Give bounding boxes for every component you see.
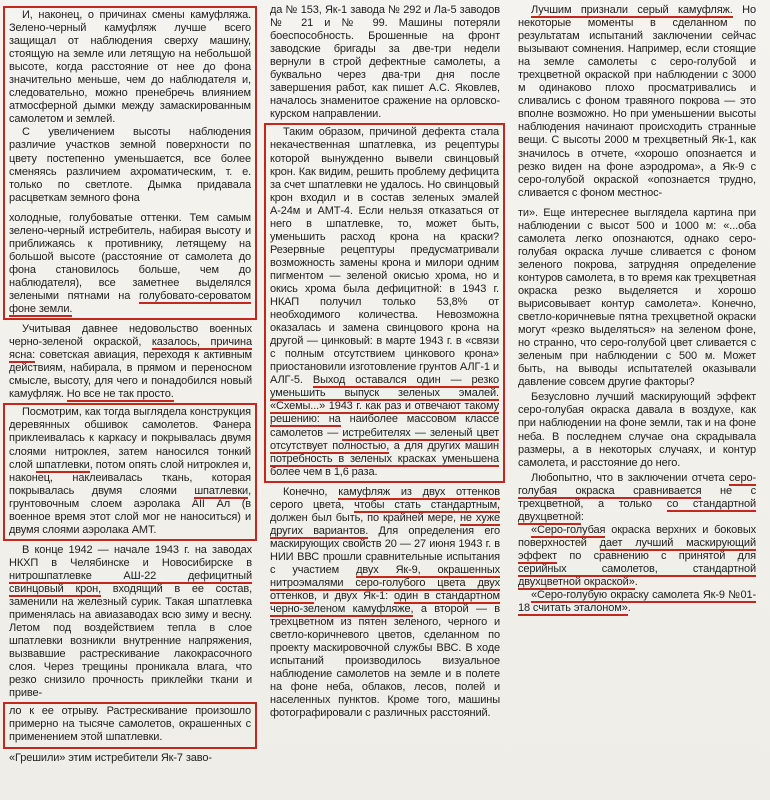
- paragraph: [518, 391, 756, 469]
- paragraph: [9, 9, 251, 126]
- red-underline-annotation: камуфляж из двух оттенков: [338, 485, 500, 498]
- red-underline-annotation: нитрошпатлевке АШ-22 дефицитный свинцовый крон,: [9, 569, 252, 595]
- text-block: [9, 544, 252, 701]
- red-annotation-box: [3, 403, 257, 540]
- red-underline-annotation: истребителях — зеленый цвет отсутствует полностью,: [270, 426, 499, 452]
- text-run: более чем в 1,6 раза.: [270, 465, 378, 478]
- text-run: , грунтовочным слоем аэролака АII Ал (в военное время этот слой мог не наноситься) и двумя слоями аэролака АМТ.: [9, 484, 251, 536]
- text-run: по сравнению с принятой для: [557, 549, 756, 562]
- red-underline-annotation: со стандартной двухцветной: [518, 497, 756, 523]
- text-column-middle: [270, 4, 500, 765]
- red-underline-annotation: один в стандартном черно-зеленом камуфляже,: [270, 590, 500, 616]
- paragraph: [9, 752, 252, 765]
- text-run: ло к ее отрыву. Растрескивание произошло примерно на тысяче самолетов, окрашенных с применением этой шпатлевки.: [9, 705, 251, 744]
- red-underline-annotation: «Серо-голубую окраску самолета Як-9 №01-18 считать эталоном»: [518, 589, 756, 615]
- text-run: входящий в ее состав, заменили на железный сурик. Такая шпатлевка применялась на авиазаводах всю зиму и весну. Летом под воздействием тепла в слое шпатлевки возникли внутренние напряжения, вызвавшие растрескивание лакокрасочного слоя. Через трещины проникала влага, что резко снизило прочность приклейки ткани и приве-: [9, 582, 253, 700]
- text-block: [518, 472, 756, 616]
- red-underline-annotation: серийных самолетов, стандартной двухцветной окраской»: [518, 562, 756, 589]
- text-run: Конечно,: [283, 485, 339, 498]
- paragraph: [518, 524, 756, 589]
- text-block: [518, 391, 756, 469]
- text-block: [518, 4, 756, 389]
- text-run: Посмотрим, как тогда выглядела конструкция деревянных обшивок самолетов. Фанера приклеивалась к каркасу и покрывалась двумя слоями нитроклея, затем наносился тонкий слой: [9, 406, 251, 471]
- paragraph: [9, 323, 252, 401]
- paragraph: [518, 207, 756, 390]
- text-column-left: [9, 4, 252, 765]
- paragraph: [9, 126, 251, 204]
- text-run: советская авиация, переходя к активным действиям, набирала, в прямом и переносном смысле, высоту, для чего и понадобился новый камуфляж.: [9, 349, 252, 401]
- red-underline-annotation: серо-голубая окраска сравнивается: [518, 471, 756, 497]
- red-underline-annotation: шпатлевки: [35, 458, 90, 471]
- text-run: Для определения его маскирующих свойств 20 — 27 июня 1943 г. в НИИ ВВС прошли сравнительные испытания с участием: [270, 524, 500, 576]
- red-annotation-box: [3, 6, 257, 320]
- red-underline-annotation: голубовато-сероватом фоне земли.: [9, 289, 251, 316]
- text-run: Таким образом, причиной дефекта стала некачественная шпатлевка, из рецептуры которой вынужденно вывели свинцовый крон. Как видим, решить проблему дефицита за счет шпатлевки не удалось. Но свинцовый крон входил и в состав зеленых эмалей А-24м и АМТ-4. Если нельзя отказаться от него в шпатлевке, то, может быть, уменьшить расход крона на краски? Резервные рецептуры предусматривали возможность замены крона и милори одним пигментом — зеленой окисью хрома, но и окись хрома была дефицитной: в 1943 г. НКАП получил только 53,8% от необходимого количества. Невозможна оказалась и замена свинцового крона на другой — цинковый: в марте 1943 г. в «связи с полным отсутствием цинкового крона» приостановили изготовление грунтов АЛГ-1 и АЛГ-5.: [270, 126, 499, 387]
- red-underline-annotation: Выход оставался один — резко уменьшить выпуск зеленых эмалей. «Схемы...» 1943 г. как раз и отвечают такому решению: на: [270, 374, 500, 426]
- red-underline-annotation: Лучшим признали серый камуфляж.: [531, 4, 733, 16]
- paragraph: [518, 4, 756, 200]
- red-underline-annotation: Но все не так просто.: [66, 388, 174, 401]
- red-underline-annotation: шпатлевки: [194, 484, 249, 497]
- paragraph: [270, 486, 500, 721]
- text-run: должен был быть, по крайней мере,: [270, 511, 460, 524]
- red-underline-annotation: чтобы стать стандартным,: [354, 498, 500, 511]
- text-run: Безусловно лучший маскирующий эффект серо-голубая окраска давала в воздухе, как при наблюдении на фоне земли, так и на фоне неба. В последнем случае она скрадывала размеры, а в некоторых случаях, и контур самолета, и расстояние до него.: [518, 391, 756, 469]
- text-run: да № 153, Як-1 завода № 292 и Ла-5 заводов № 21 и № 99. Машины потеряли боеспособность. Брошенные на фронт заводские бригады за две-три недели вернули в строй дефектные самолеты, а буквально через два-три дня после завершения работ, как пишет А.С. Яковлев, началось знаменитое сражение на орловско-курском направлении.: [270, 4, 500, 121]
- text-run: окраска верхних и боковых поверхностей: [518, 523, 756, 549]
- paragraph: [9, 544, 252, 701]
- paragraph: [518, 472, 756, 524]
- text-run: , потом опять слой нитроклея и, наконец, наклеивалась ткань, которая покрывалась двумя слоями: [9, 458, 251, 497]
- text-run: :: [580, 510, 584, 523]
- red-annotation-box: [264, 123, 505, 482]
- text-block: [9, 752, 252, 765]
- red-underline-annotation: не хуже других вариантов.: [270, 511, 500, 537]
- text-run: Любопытно, что в заключении отчета: [531, 471, 730, 484]
- text-run: ти». Еще интереснее выглядела картина при наблюдении с высот 500 и 1000 м: «...оба самолета легко опознаются, однако серо-голубая окраска лучше сливается с фоном зеленого покрова, затрудняя определение контуров самолета, в то время как трехцветная окраска резко выделяется и хорошо вырисовывает контур самолета». Конечно, светло-коричневые пятна трехцветной окраски могут «резко выделяться» на зеленом фоне, но странно, что серо-голубой цвет сливается с зеленым при наблюдении с 500 м. Может быть, на выводы испытателей оказывали давление совсем другие факторы?: [518, 206, 756, 389]
- red-underline-annotation: потребность в зеленых красках уменьшена: [270, 452, 499, 465]
- red-underline-annotation: двух Як-9, окрашенных нитроэмалями серо-голубого цвета двух оттенков: [270, 563, 500, 603]
- text-run: , и двух Як-1:: [313, 590, 394, 603]
- red-underline-annotation: дает лучший маскирующий эффект: [518, 536, 756, 562]
- text-run: В конце 1942 — начале 1943 г. на заводах НКХП в Челябинске и Новосибирске в: [9, 543, 252, 569]
- text-run: холодные, голубоватые оттенки. Тем самым зелено-черный истребитель, набирая высоту и приближаясь к противнику, летящему на большой высоте (расстояние от самолета до фона становилось больше, чем до наблюдателя), все заметнее выделялся зелеными пятнами на: [9, 211, 251, 302]
- paragraph: [518, 589, 756, 615]
- paragraph: [9, 212, 251, 316]
- red-underline-annotation: казалось, причина ясна:: [9, 336, 252, 362]
- red-annotation-box: [3, 702, 257, 748]
- paragraph: [270, 4, 500, 121]
- text-run: .: [627, 602, 631, 615]
- text-run: С увеличением высоты наблюдения различие участков земной поверхности по цвету постепенно уменьшается, все более сменяясь различием ахроматическим, т. е. только по светлоте. Дымка придавала расцветкам земного фона: [9, 126, 251, 204]
- paragraph: [9, 705, 251, 744]
- text-block: [9, 323, 252, 401]
- text-run: .: [634, 576, 638, 589]
- text-run: а второй — в трехцветном из пятен зеленого, черного и светло-коричневого цветов, сделанном по проекту маскировочной службы ВВС. В ходе испытаний производилось визуальное наблюдение самолетов на земле и в полете на фоне неба, облаков, лесов, полей и населенных пунктов. Кроме того, машины фотографировали с различных расстояний.: [270, 603, 500, 720]
- paragraph: [9, 406, 251, 536]
- text-column-right: [518, 4, 756, 765]
- text-block: [270, 4, 500, 121]
- text-run: серого цвета,: [270, 498, 355, 511]
- text-run: «Грешили» этим истребители Як-7 заво-: [9, 751, 212, 764]
- paragraph: [270, 126, 499, 478]
- text-run: Учитывая давнее недовольство военных черно-зеленой окраской,: [9, 323, 252, 349]
- text-run: наиболее массовом классе самолетов —: [270, 413, 500, 439]
- text-run: а для других машин: [389, 439, 500, 452]
- red-underline-annotation: «Серо-голубая: [531, 523, 606, 536]
- text-block: [270, 486, 500, 721]
- text-run: И, наконец, о причинах смены камуфляжа. Зелено-черный камуфляж лучше всего защищал от наблюдения сверху машину, стоящую на земле или летящую на небольшой высоте, когда расстояние от нее до фона значительно меньше, чем до наблюдателя и, следовательно, можно пренебречь влиянием атмосферной дымки между замаскированным самолетом и землей.: [9, 9, 251, 126]
- text-run: не с трехцветной, а только: [518, 484, 756, 510]
- text-run: Но некоторые моменты в сделанном по результатам испытаний заключении сейчас вызывают сомнения. Например, если стоящие на земле самолеты с серо-голубой и трехцветной окраской при наблюдении с 3000 м одинаково плохо просматривались и сливались с фоном травяного покрова — это вполне возможно. Но при уменьшении высоты наблюдения начинают происходить странные вещи. С высоты 2000 м трехцветный Як-1, как значилось в отчете, «хорошо опознается и резко виден на фоне аэродрома», а Як-9 с серо-голубой окраской «опознается трудно, сливается с фоном местнос-: [518, 4, 756, 199]
